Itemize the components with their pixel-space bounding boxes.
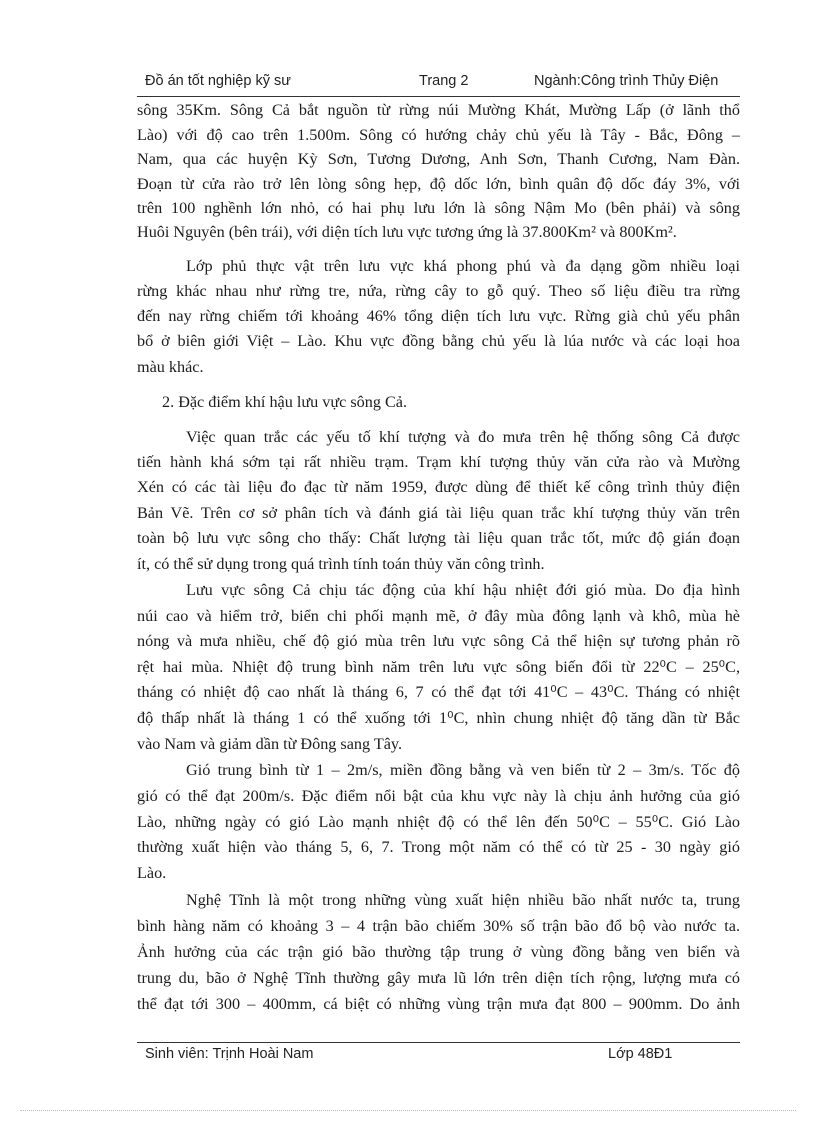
paragraph-line: Lào, những ngày có gió Lào mạnh nhiệt độ có thể lên đến 50⁰C – 55⁰C. Gió Lào: [137, 813, 740, 831]
paragraph-line: vào Nam và giảm dần từ Đông sang Tây.: [137, 735, 403, 753]
paragraph-line: màu khác.: [137, 358, 204, 376]
paragraph-line: Việc quan trắc các yếu tố khí tượng và đo mưa trên hệ thống sông Cả được: [186, 428, 740, 446]
paragraph-line: Gió trung bình từ 1 – 2m/s, miền đồng bằng và ven biển từ 2 – 3m/s. Tốc độ: [186, 761, 740, 779]
header-page-number: Trang 2: [419, 73, 469, 89]
paragraph-line: độ thấp nhất là tháng 1 có thể xuống tới 1⁰C, nhìn chung nhiệt độ tăng dần từ Bắc: [137, 709, 740, 727]
paragraph-line: ít, có thể sử dụng trong quá trình tính toán thủy văn công trình.: [137, 555, 545, 573]
paragraph-line: Lào) với độ cao trên 1.500m. Sông có hướng chảy chủ yếu là Tây - Bắc, Đông –: [137, 126, 740, 144]
footer-class: Lớp 48Đ1: [608, 1046, 673, 1062]
paragraph-line: thể đạt tới 300 – 400mm, cá biệt có những vùng trận mưa đạt 800 – 900mm. Do ảnh: [137, 995, 740, 1013]
paragraph-line: tiến hành khá sớm tại rất nhiều trạm. Trạm khí tượng thủy văn cửa rào và Mường: [137, 453, 740, 471]
header-rule: [137, 96, 740, 97]
paragraph-line: Đoạn từ cửa rào trở lên lòng sông hẹp, độ dốc lớn, bình quân độ dốc đáy 3%, với: [137, 175, 740, 193]
paragraph-line: sông 35Km. Sông Cả bắt nguồn từ rừng núi Mường Khát, Mường Lấp (ở lãnh thổ: [137, 101, 740, 119]
paragraph-line: tháng có nhiệt độ cao nhất là tháng 6, 7 có thể đạt tới 41⁰C – 43⁰C. Tháng có nhiệt: [137, 683, 740, 701]
paragraph-line: bình hàng năm có khoảng 3 – 4 trận bão chiếm 30% số trận bão đổ bộ vào nước ta.: [137, 917, 740, 935]
paragraph-line: Lưu vực sông Cả chịu tác động của khí hậu nhiệt đới gió mùa. Do địa hình: [186, 581, 740, 599]
paragraph-line: Nam, qua các huyện Kỳ Sơn, Tương Dương, Anh Sơn, Thanh Cương, Nam Đàn.: [137, 150, 740, 168]
paragraph-line: gió có thể đạt 200m/s. Đặc điểm nổi bật của khu vực này là chịu ảnh hưởng của gió: [137, 787, 740, 805]
paragraph-line: Lớp phủ thực vật trên lưu vực khá phong phú và đa dạng gồm nhiều loại: [186, 257, 740, 275]
footer-rule: [137, 1042, 740, 1043]
header-title: Đồ án tốt nghiệp kỹ sư: [145, 73, 291, 89]
paragraph-line: rệt hai mùa. Nhiệt độ trung bình năm trên lưu vực sông biến đổi từ 22⁰C – 25⁰C,: [137, 658, 740, 676]
paragraph-line: núi cao và hiểm trở, biển chi phối mạnh mẽ, ở đây mùa đông lạnh và khô, mùa hè: [137, 607, 740, 625]
paragraph-line: bổ ở biên giới Việt – Lào. Khu vực đồng bằng chủ yếu là lúa nước và các loại hoa: [137, 332, 740, 350]
header-major: Ngành:Công trình Thủy Điện: [534, 73, 719, 89]
paragraph-line: Xén có các tài liệu đo đạc từ năm 1959, được dùng để thiết kế công trình thủy điện: [137, 478, 740, 496]
footer-student: Sinh viên: Trịnh Hoài Nam: [145, 1046, 314, 1062]
paragraph-line: Huôi Nguyên (bên trái), với diện tích lưu vực tương ứng là 37.800Km² và 800Km².: [137, 223, 677, 241]
paragraph-line: rừng khác nhau như rừng tre, nứa, rừng cây to gỗ quý. Theo số liệu điều tra rừng: [137, 282, 740, 300]
page-edge-divider: [20, 1110, 796, 1111]
paragraph-line: trung du, bão ở Nghệ Tĩnh thường gây mưa lũ lớn trên diện tích rộng, lượng mưa có: [137, 969, 740, 987]
paragraph-line: Bản Vẽ. Trên cơ sở phân tích và đánh giá tài liệu quan trắc khí tượng thủy văn trên: [137, 504, 740, 522]
paragraph-line: Nghệ Tĩnh là một trong những vùng xuất hiện nhiều bão nhất nước ta, trung: [186, 891, 740, 909]
paragraph-line: nóng và mưa nhiều, chế độ gió mùa trên lưu vực sông Cả thể hiện sự tương phản rõ: [137, 632, 740, 650]
paragraph-line: toàn bộ lưu vực sông cho thấy: Chất lượng tài liệu quan trắc tốt, mức độ gián đoạn: [137, 529, 740, 547]
paragraph-line: Lào.: [137, 864, 167, 882]
paragraph-line: đến nay rừng chiếm tới khoảng 46% tổng diện tích lưu vực. Rừng già chủ yếu phân: [137, 307, 740, 325]
paragraph-line: Ảnh hưởng của các trận gió bão thường tập trung ở vùng đồng bằng ven biển và: [137, 943, 740, 961]
paragraph-line: trên 100 nghềnh lớn nhỏ, có hai phụ lưu lớn là sông Nậm Mo (bên phải) và sông: [137, 199, 740, 217]
paragraph-line: thường xuất hiện vào tháng 5, 6, 7. Trong một năm có thể có từ 25 - 30 ngày gió: [137, 838, 740, 856]
section-heading: 2. Đặc điểm khí hậu lưu vực sông Cả.: [162, 393, 408, 411]
